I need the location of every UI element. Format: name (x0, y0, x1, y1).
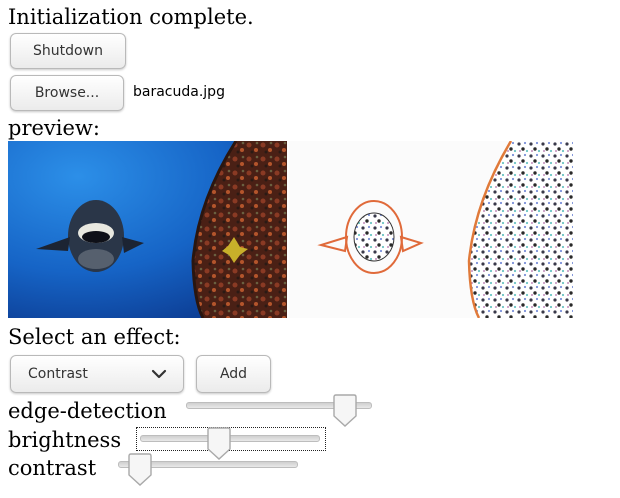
effect-dropdown-value: Contrast (28, 366, 88, 382)
original-image (8, 141, 287, 318)
brightness-slider-thumb[interactable] (205, 427, 233, 461)
effect-preview-image (289, 141, 573, 318)
effect-select-label: Select an effect: (8, 325, 181, 349)
browse-button[interactable]: Browse... (10, 75, 124, 111)
edge-detection-slider-thumb[interactable] (331, 394, 359, 428)
shutdown-button[interactable]: Shutdown (10, 33, 126, 69)
add-effect-button[interactable]: Add (196, 355, 271, 393)
contrast-slider-thumb[interactable] (126, 453, 154, 487)
file-name: baracuda.jpg (133, 84, 225, 100)
slider-label-edge-detection: edge-detection (8, 399, 167, 423)
preview-label: preview: (8, 116, 100, 140)
slider-label-contrast: contrast (8, 456, 97, 480)
effect-dropdown[interactable] (10, 355, 184, 393)
chevron-down-icon (151, 369, 167, 379)
slider-label-brightness: brightness (8, 428, 122, 452)
status-text: Initialization complete. (8, 5, 254, 29)
